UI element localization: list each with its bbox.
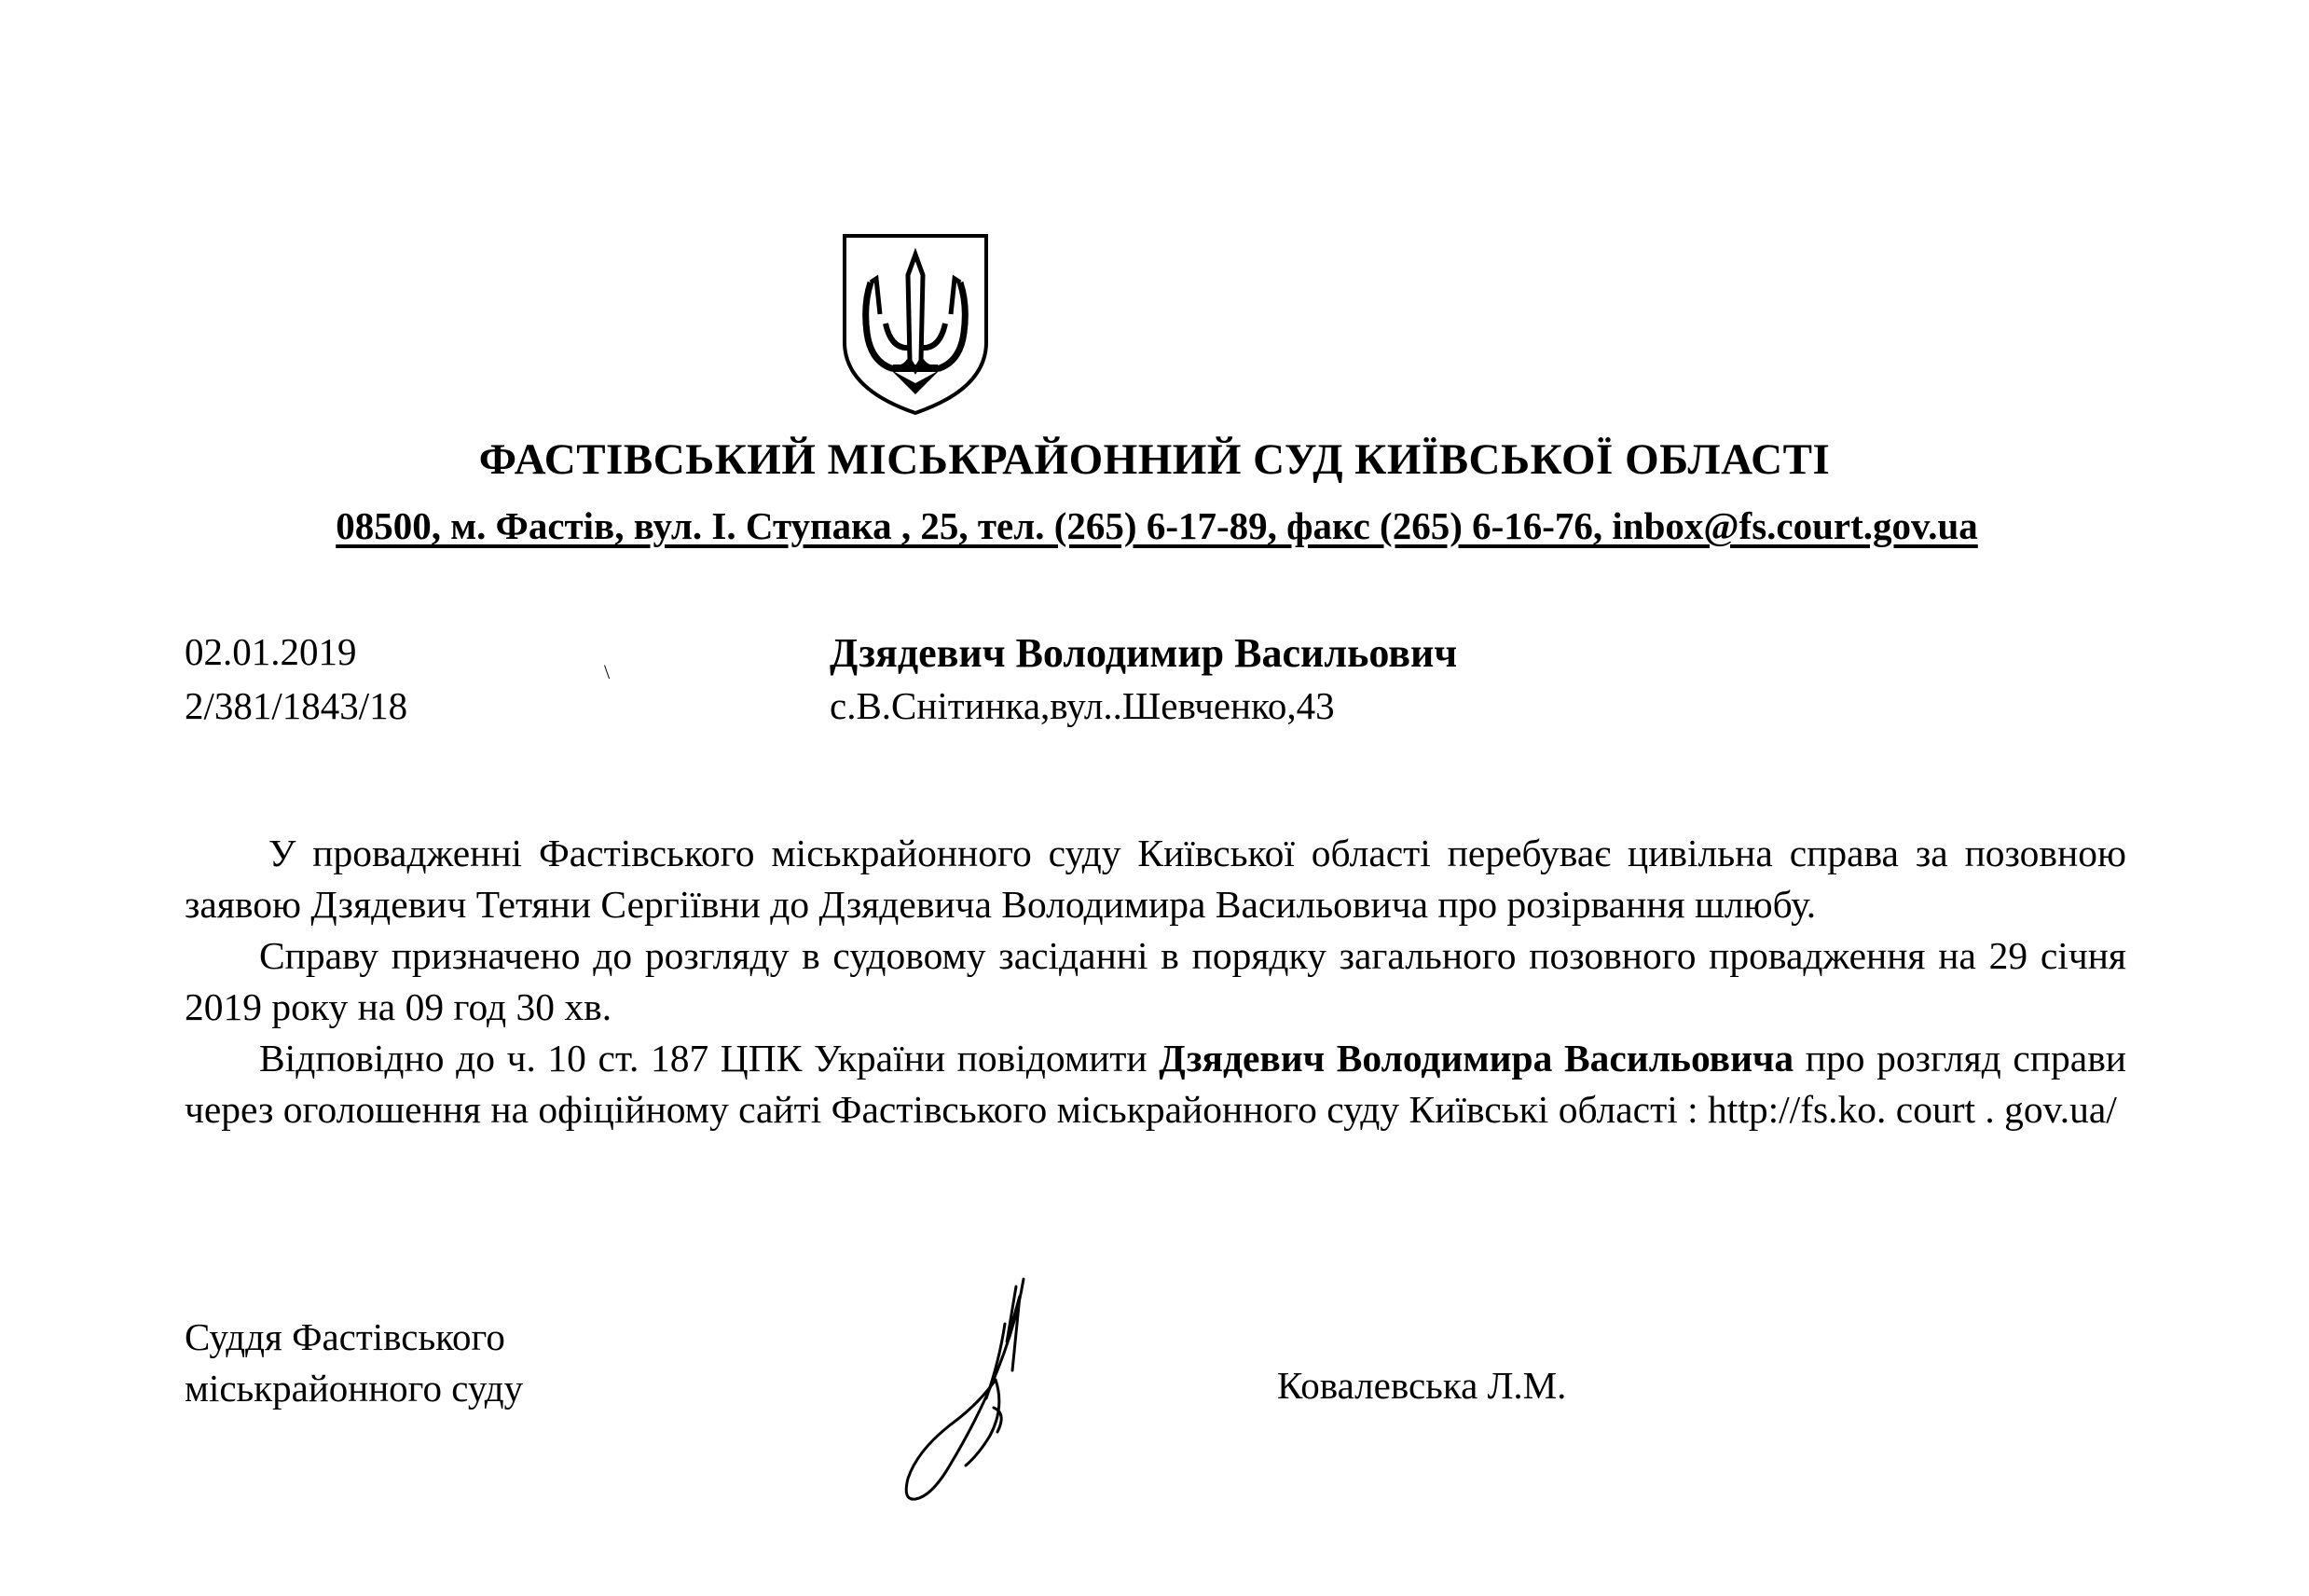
court-name: ФАСТІВСЬКИЙ МІСЬКРАЙОННИЙ СУД КИЇВСЬКОЇ ОБЛАСТІ — [478, 435, 1831, 484]
recipient-name: Дзядевич Володимир Васильович — [830, 630, 1458, 676]
body-paragraph-3-end: про розгляд справи через оголошення на офіційному сайті Фастівського міськрайонного суду Київські області : http://fs.ko. court . gov.ua/ — [185, 1037, 2126, 1131]
judge-name: Ковалевська Л.М. — [1277, 1364, 1567, 1407]
body-paragraph-3 — [185, 1033, 2126, 1135]
letter-date: 02.01.2019 — [185, 630, 357, 673]
body-paragraph-3-start: Відповідно до ч. 10 ст. 187 ЦПК України повідомити — [259, 1037, 1160, 1080]
case-number: 2/381/1843/18 — [185, 684, 408, 727]
judge-title-line-2: міськрайонного суду — [185, 1367, 524, 1410]
handwritten-signature-icon — [876, 1268, 1063, 1510]
body-paragraph-2: Справу призначено до розгляду в судовому засіданні в порядку загального позовного провадження на 29 січня 2019 року на 09 год 30 хв. — [185, 934, 2126, 1028]
recipient-address: с.В.Снітинка,вул..Шевченко,43 — [830, 684, 1335, 727]
tick-mark: \ — [604, 660, 611, 683]
court-address: 08500, м. Фастів, вул. І. Ступака , 25, тел. (265) 6-17-89, факс (265) 6-16-76, inbox@fs.court.gov.ua — [336, 504, 1978, 547]
body-paragraph-1: У провадженні Фастівського міськрайонного суду Київської області перебуває цивільна справа за позовною заявою Дзядевич Тетяни Сергіївни до Дзядевича Володимира Васильовича про розірвання шлюбу. — [185, 832, 2126, 926]
letter-body — [185, 828, 2126, 1135]
judge-title — [185, 1312, 523, 1414]
defendant-name-bold: Дзядевич Володимира Васильовича — [1159, 1037, 1794, 1080]
trident-emblem-icon — [839, 230, 992, 417]
judge-title-line-1: Суддя Фастівського — [185, 1315, 505, 1358]
